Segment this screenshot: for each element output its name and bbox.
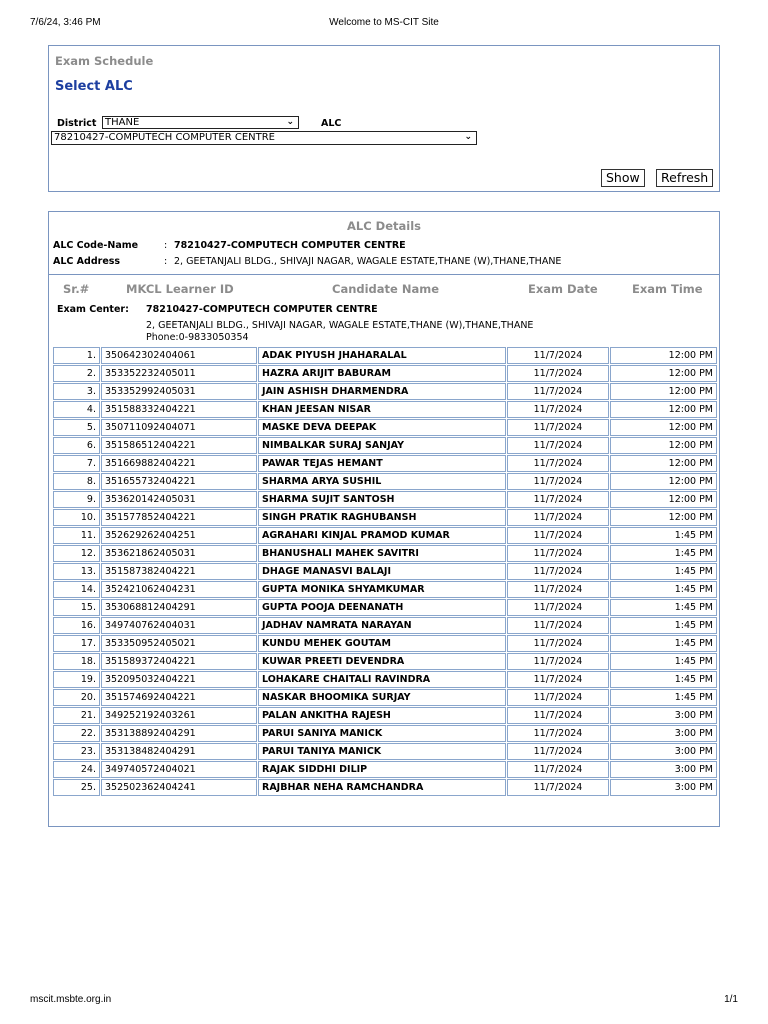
cell-exam-time: 1:45 PM (610, 581, 717, 598)
cell-exam-time: 3:00 PM (610, 707, 717, 724)
cell-candidate-name: JADHAV NAMRATA NARAYAN (258, 617, 506, 634)
cell-sr: 24. (53, 761, 100, 778)
cell-sr: 11. (53, 527, 100, 544)
alc-address-colon: : (164, 256, 168, 267)
cell-candidate-name: AGRAHARI KINJAL PRAMOD KUMAR (258, 527, 506, 544)
alc-select[interactable] (51, 131, 477, 145)
alc-select-value: 78210427-COMPUTECH COMPUTER CENTRE (54, 132, 275, 143)
cell-exam-time: 12:00 PM (610, 455, 717, 472)
cell-candidate-name: LOHAKARE CHAITALI RAVINDRA (258, 671, 506, 688)
table-row (53, 653, 717, 670)
cell-sr: 25. (53, 779, 100, 796)
cell-candidate-name: NIMBALKAR SURAJ SANJAY (258, 437, 506, 454)
cell-candidate-name: RAJBHAR NEHA RAMCHANDRA (258, 779, 506, 796)
cell-candidate-name: GUPTA MONIKA SHYAMKUMAR (258, 581, 506, 598)
cell-exam-date: 11/7/2024 (507, 365, 609, 382)
cell-exam-date: 11/7/2024 (507, 671, 609, 688)
section-divider (49, 274, 719, 275)
cell-learner-id: 351588332404221 (101, 401, 257, 418)
cell-sr: 7. (53, 455, 100, 472)
cell-sr: 20. (53, 689, 100, 706)
cell-learner-id: 349740572404021 (101, 761, 257, 778)
cell-exam-date: 11/7/2024 (507, 401, 609, 418)
cell-exam-date: 11/7/2024 (507, 635, 609, 652)
cell-sr: 10. (53, 509, 100, 526)
table-row (53, 599, 717, 616)
cell-learner-id: 349740762404031 (101, 617, 257, 634)
cell-exam-time: 1:45 PM (610, 617, 717, 634)
cell-exam-time: 1:45 PM (610, 599, 717, 616)
cell-exam-time: 1:45 PM (610, 563, 717, 580)
table-row (53, 689, 717, 706)
cell-exam-time: 3:00 PM (610, 743, 717, 760)
candidate-table (52, 346, 718, 797)
cell-sr: 23. (53, 743, 100, 760)
cell-learner-id: 352629262404251 (101, 527, 257, 544)
cell-sr: 16. (53, 617, 100, 634)
col-header-exam-time: Exam Time (632, 282, 703, 296)
cell-exam-time: 12:00 PM (610, 383, 717, 400)
cell-candidate-name: BHANUSHALI MAHEK SAVITRI (258, 545, 506, 562)
cell-learner-id: 353350952405021 (101, 635, 257, 652)
cell-sr: 22. (53, 725, 100, 742)
cell-candidate-name: DHAGE MANASVI BALAJI (258, 563, 506, 580)
cell-candidate-name: SHARMA SUJIT SANTOSH (258, 491, 506, 508)
table-row (53, 761, 717, 778)
cell-exam-date: 11/7/2024 (507, 653, 609, 670)
cell-exam-time: 1:45 PM (610, 653, 717, 670)
cell-candidate-name: KHAN JEESAN NISAR (258, 401, 506, 418)
cell-candidate-name: ADAK PIYUSH JHAHARALAL (258, 347, 506, 364)
cell-learner-id: 351669882404221 (101, 455, 257, 472)
cell-candidate-name: NASKAR BHOOMIKA SURJAY (258, 689, 506, 706)
col-header-exam-date: Exam Date (528, 282, 598, 296)
cell-sr: 18. (53, 653, 100, 670)
table-row (53, 419, 717, 436)
exam-center-label: Exam Center: (57, 304, 129, 315)
cell-exam-time: 1:45 PM (610, 671, 717, 688)
col-header-sr: Sr.# (63, 282, 90, 296)
cell-exam-time: 3:00 PM (610, 725, 717, 742)
chevron-down-icon: ⌄ (464, 132, 472, 142)
alc-code-name-value: 78210427-COMPUTECH COMPUTER CENTRE (174, 240, 406, 251)
cell-learner-id: 353138892404291 (101, 725, 257, 742)
table-row (53, 347, 717, 364)
refresh-button[interactable]: Refresh (656, 169, 713, 187)
cell-learner-id: 353621862405031 (101, 545, 257, 562)
cell-learner-id: 350642302404061 (101, 347, 257, 364)
cell-exam-time: 12:00 PM (610, 509, 717, 526)
cell-sr: 14. (53, 581, 100, 598)
table-row (53, 725, 717, 742)
cell-learner-id: 352095032404221 (101, 671, 257, 688)
cell-learner-id: 352502362404241 (101, 779, 257, 796)
table-row (53, 491, 717, 508)
cell-learner-id: 353068812404291 (101, 599, 257, 616)
cell-sr: 6. (53, 437, 100, 454)
cell-sr: 17. (53, 635, 100, 652)
district-label: District (57, 118, 97, 129)
table-row (53, 743, 717, 760)
cell-exam-time: 3:00 PM (610, 761, 717, 778)
alc-code-name-colon: : (164, 240, 168, 251)
cell-exam-date: 11/7/2024 (507, 563, 609, 580)
cell-sr: 15. (53, 599, 100, 616)
cell-exam-date: 11/7/2024 (507, 761, 609, 778)
col-header-learner-id: MKCL Learner ID (126, 282, 234, 296)
cell-exam-date: 11/7/2024 (507, 383, 609, 400)
cell-sr: 19. (53, 671, 100, 688)
cell-learner-id: 351589372404221 (101, 653, 257, 670)
table-row (53, 581, 717, 598)
alc-details-title: ALC Details (346, 219, 421, 233)
table-row (53, 473, 717, 490)
exam-center-phone: Phone:0-9833050354 (146, 332, 249, 343)
cell-exam-date: 11/7/2024 (507, 689, 609, 706)
cell-sr: 1. (53, 347, 100, 364)
table-row (53, 617, 717, 634)
cell-learner-id: 351587382404221 (101, 563, 257, 580)
cell-exam-date: 11/7/2024 (507, 455, 609, 472)
alc-address-value: 2, GEETANJALI BLDG., SHIVAJI NAGAR, WAGALE ESTATE,THANE (W),THANE,THANE (174, 256, 562, 267)
cell-learner-id: 350711092404071 (101, 419, 257, 436)
col-header-candidate-name: Candidate Name (332, 282, 440, 296)
select-alc-heading: Select ALC (55, 79, 133, 94)
cell-learner-id: 353138482404291 (101, 743, 257, 760)
print-datetime: 7/6/24, 3:46 PM (30, 17, 101, 28)
cell-candidate-name: PARUI SANIYA MANICK (258, 725, 506, 742)
cell-exam-date: 11/7/2024 (507, 473, 609, 490)
alc-label: ALC (321, 118, 342, 129)
cell-exam-time: 12:00 PM (610, 365, 717, 382)
cell-exam-time: 1:45 PM (610, 527, 717, 544)
table-row (53, 635, 717, 652)
exam-schedule-heading: Exam Schedule (55, 54, 154, 68)
cell-learner-id: 353352992405031 (101, 383, 257, 400)
cell-candidate-name: PARUI TANIYA MANICK (258, 743, 506, 760)
cell-exam-date: 11/7/2024 (507, 437, 609, 454)
cell-learner-id: 352421062404231 (101, 581, 257, 598)
table-row (53, 365, 717, 382)
cell-candidate-name: SINGH PRATIK RAGHUBANSH (258, 509, 506, 526)
table-row (53, 563, 717, 580)
print-footer (30, 994, 738, 1008)
print-url: mscit.msbte.org.in (30, 994, 112, 1005)
cell-exam-time: 1:45 PM (610, 635, 717, 652)
cell-exam-date: 11/7/2024 (507, 707, 609, 724)
cell-exam-date: 11/7/2024 (507, 599, 609, 616)
cell-candidate-name: MASKE DEVA DEEPAK (258, 419, 506, 436)
cell-exam-date: 11/7/2024 (507, 779, 609, 796)
cell-exam-time: 12:00 PM (610, 473, 717, 490)
cell-candidate-name: HAZRA ARIJIT BABURAM (258, 365, 506, 382)
cell-exam-time: 1:45 PM (610, 545, 717, 562)
cell-learner-id: 353352232405011 (101, 365, 257, 382)
cell-sr: 2. (53, 365, 100, 382)
table-row (53, 779, 717, 796)
cell-exam-date: 11/7/2024 (507, 419, 609, 436)
cell-exam-time: 1:45 PM (610, 689, 717, 706)
alc-address-label: ALC Address (53, 256, 121, 267)
cell-exam-time: 3:00 PM (610, 779, 717, 796)
cell-learner-id: 349252192403261 (101, 707, 257, 724)
exam-schedule-panel (48, 45, 720, 192)
cell-candidate-name: PALAN ANKITHA RAJESH (258, 707, 506, 724)
cell-sr: 4. (53, 401, 100, 418)
candidate-table-body (53, 347, 717, 796)
cell-sr: 9. (53, 491, 100, 508)
cell-candidate-name: JAIN ASHISH DHARMENDRA (258, 383, 506, 400)
cell-exam-time: 12:00 PM (610, 401, 717, 418)
table-row (53, 509, 717, 526)
cell-sr: 21. (53, 707, 100, 724)
print-title: Welcome to MS-CIT Site (329, 17, 439, 28)
print-header (30, 17, 738, 31)
table-row (53, 401, 717, 418)
cell-candidate-name: GUPTA POOJA DEENANATH (258, 599, 506, 616)
cell-candidate-name: KUWAR PREETI DEVENDRA (258, 653, 506, 670)
show-button[interactable]: Show (601, 169, 645, 187)
table-row (53, 671, 717, 688)
cell-exam-time: 12:00 PM (610, 437, 717, 454)
table-row (53, 527, 717, 544)
exam-center-name: 78210427-COMPUTECH COMPUTER CENTRE (146, 304, 378, 315)
cell-candidate-name: SHARMA ARYA SUSHIL (258, 473, 506, 490)
alc-code-name-label: ALC Code-Name (53, 240, 139, 251)
cell-learner-id: 351586512404221 (101, 437, 257, 454)
cell-exam-time: 12:00 PM (610, 347, 717, 364)
cell-sr: 8. (53, 473, 100, 490)
chevron-down-icon: ⌄ (286, 117, 294, 127)
cell-sr: 5. (53, 419, 100, 436)
cell-exam-time: 12:00 PM (610, 491, 717, 508)
alc-details-panel (48, 211, 720, 827)
table-row (53, 707, 717, 724)
cell-learner-id: 351655732404221 (101, 473, 257, 490)
district-select-value: THANE (105, 117, 140, 128)
cell-learner-id: 353620142405031 (101, 491, 257, 508)
cell-exam-date: 11/7/2024 (507, 545, 609, 562)
district-select[interactable] (102, 116, 299, 129)
cell-candidate-name: PAWAR TEJAS HEMANT (258, 455, 506, 472)
cell-exam-date: 11/7/2024 (507, 491, 609, 508)
cell-exam-time: 12:00 PM (610, 419, 717, 436)
cell-sr: 13. (53, 563, 100, 580)
cell-candidate-name: RAJAK SIDDHI DILIP (258, 761, 506, 778)
cell-sr: 3. (53, 383, 100, 400)
table-row (53, 383, 717, 400)
cell-exam-date: 11/7/2024 (507, 617, 609, 634)
cell-exam-date: 11/7/2024 (507, 509, 609, 526)
cell-candidate-name: KUNDU MEHEK GOUTAM (258, 635, 506, 652)
cell-learner-id: 351577852404221 (101, 509, 257, 526)
cell-learner-id: 351574692404221 (101, 689, 257, 706)
cell-exam-date: 11/7/2024 (507, 725, 609, 742)
cell-exam-date: 11/7/2024 (507, 581, 609, 598)
exam-center-address: 2, GEETANJALI BLDG., SHIVAJI NAGAR, WAGALE ESTATE,THANE (W),THANE,THANE (146, 320, 534, 331)
cell-exam-date: 11/7/2024 (507, 347, 609, 364)
table-row (53, 437, 717, 454)
table-row (53, 545, 717, 562)
table-row (53, 455, 717, 472)
cell-sr: 12. (53, 545, 100, 562)
print-page-number: 1/1 (724, 994, 738, 1005)
cell-exam-date: 11/7/2024 (507, 527, 609, 544)
cell-exam-date: 11/7/2024 (507, 743, 609, 760)
